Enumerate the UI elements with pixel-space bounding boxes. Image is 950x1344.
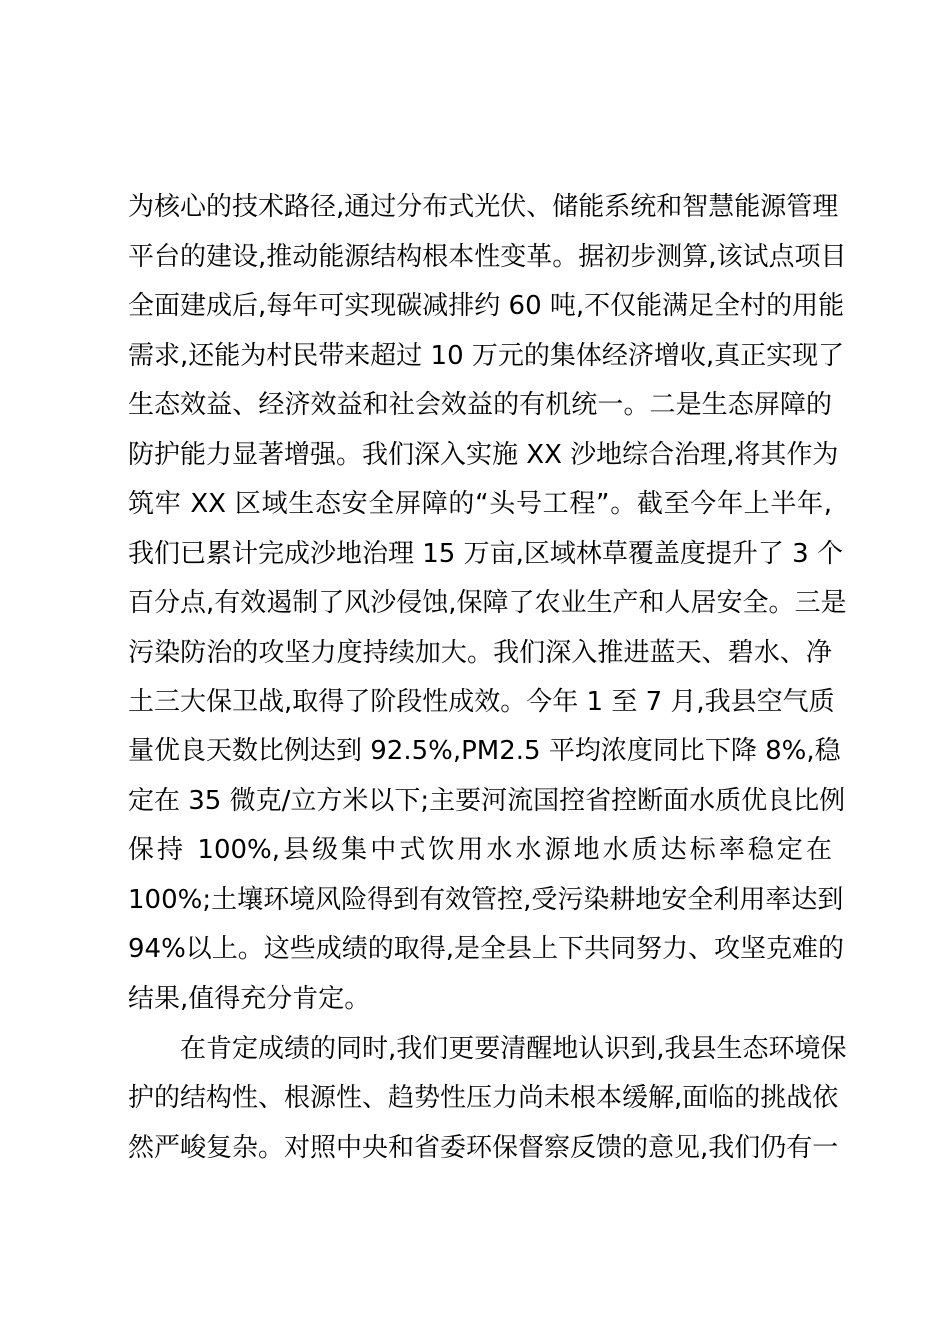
- text-line: 全面建成后,每年可实现碳减排约 60 吨,不仅能满足全村的用能: [128, 291, 845, 321]
- text-line: 筑牢 XX 区域生态安全屏障的“头号工程”。截至今年上半年,: [128, 489, 832, 519]
- text-line: 100%;土壤环境风险得到有效管控,受污染耕地安全利用率达到: [128, 885, 844, 915]
- text-line: 生态效益、经济效益和社会效益的有机统一。二是生态屏障的: [128, 390, 832, 420]
- text-line: 94%以上。这些成绩的取得,是全县上下共同努力、攻坚克难的: [128, 934, 845, 964]
- text-line: 我们已累计完成沙地治理 15 万亩,区域林草覆盖度提升了 3 个: [128, 539, 843, 569]
- text-line: 百分点,有效遏制了风沙侵蚀,保障了农业生产和人居安全。三是: [128, 588, 847, 618]
- text-line: 定在 35 微克/立方米以下;主要河流国控省控断面水质优良比例: [128, 786, 846, 816]
- text-line: 污染防治的攻坚力度持续加大。我们深入推进蓝天、碧水、净: [128, 638, 832, 668]
- text-line: 在肯定成绩的同时,我们更要清醒地认识到,我县生态环境保: [180, 1034, 847, 1064]
- text-line: 结果,值得充分肯定。: [128, 984, 371, 1014]
- text-line: 平台的建设,推动能源结构根本性变革。据初步测算,该试点项目: [128, 242, 847, 272]
- text-line: 护的结构性、根源性、趋势性压力尚未根本缓解,面临的挑战依: [128, 1083, 839, 1113]
- text-line: 土三大保卫战,取得了阶段性成效。今年 1 至 7 月,我县空气质: [128, 687, 835, 717]
- text-line: 保持 100%,县级集中式饮用水水源地水质达标率稳定在: [128, 835, 832, 865]
- text-line: 需求,还能为村民带来超过 10 万元的集体经济增收,真正实现了: [128, 341, 845, 371]
- text-line: 量优良天数比例达到 92.5%,PM2.5 平均浓度同比下降 8%,稳: [128, 736, 841, 766]
- text-line: 为核心的技术路径,通过分布式光伏、储能系统和智慧能源管理: [128, 192, 839, 222]
- text-line: 然严峻复杂。对照中央和省委环保督察反馈的意见,我们仍有一: [128, 1133, 839, 1163]
- text-line: 防护能力显著增强。我们深入实施 XX 沙地综合治理,将其作为: [128, 440, 839, 470]
